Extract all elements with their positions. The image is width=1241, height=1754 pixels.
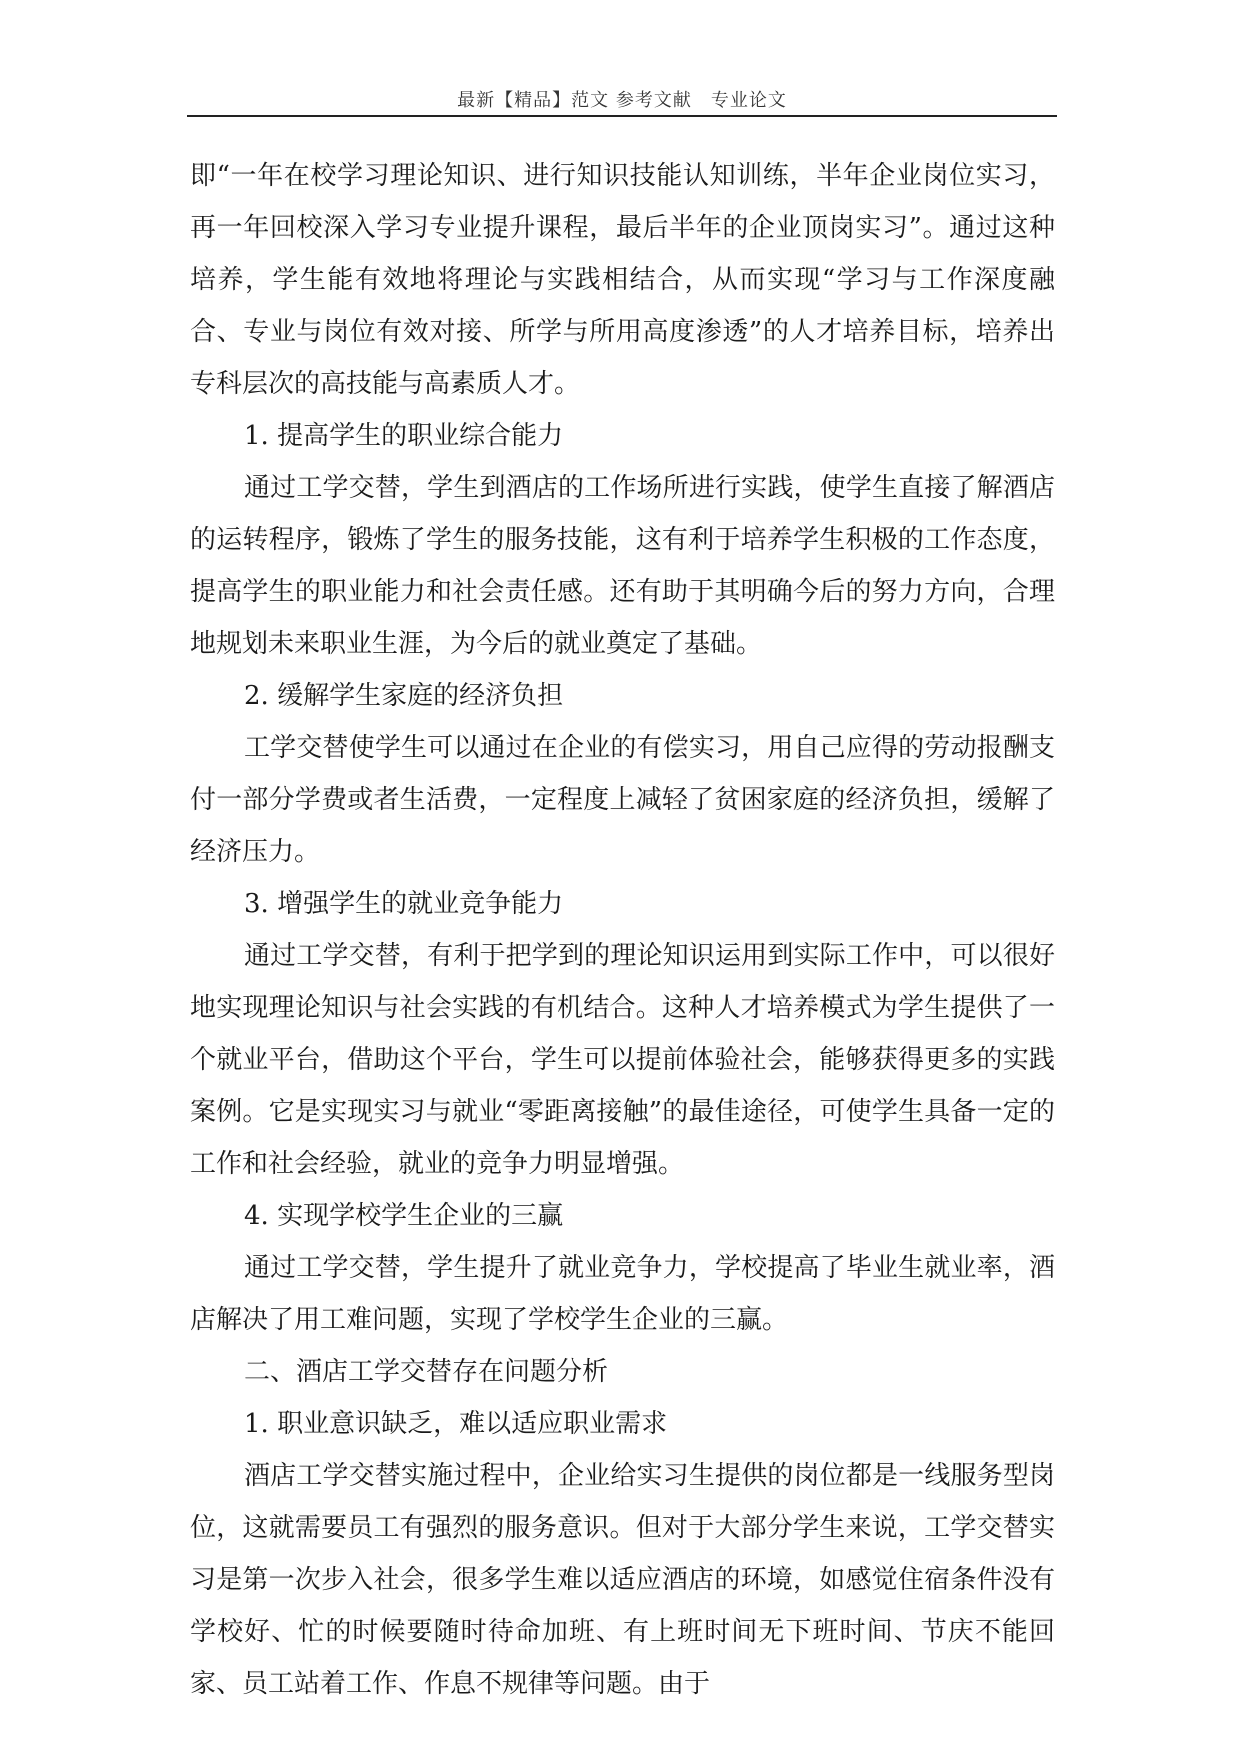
paragraph: 通过工学交替，有利于把学到的理论知识运用到实际工作中，可以很好地实现理论知识与社会实践的有机结合。这种人才培养模式为学生提供了一个就业平台，借助这个平台，学生可以提前体验社会，能够获得更多的实践案例。它是实现实习与就业“零距离接触”的最佳途径，可使学生具备一定的工作和社会经验，就业的竞争力明显增强。 [190,941,1055,1179]
chapter-heading: 二、酒店工学交替存在问题分析 [244,1357,609,1387]
paragraph: 即“一年在校学习理论知识、进行知识技能认知训练，半年企业岗位实习，再一年回校深入学习专业提升课程，最后半年的企业顶岗实习”。通过这种培养，学生能有效地将理论与实践相结合，从而实现“学习与工作深度融合、专业与岗位有效对接、所学与所用高度渗透”的人才培养目标，培养出专科层次的高技能与高素质人才。 [190,161,1055,399]
paragraph: 通过工学交替，学生提升了就业竞争力，学校提高了毕业生就业率，酒店解决了用工难问题，实现了学校学生企业的三赢。 [190,1253,1055,1335]
section-heading: 1. 提高学生的职业综合能力 [244,421,564,451]
section-heading: 3. 增强学生的就业竞争能力 [244,889,564,919]
section-heading: 1. 职业意识缺乏，难以适应职业需求 [244,1409,668,1439]
running-header: 最新【精品】范文 参考文献 专业论文 [457,90,787,111]
paragraph: 酒店工学交替实施过程中，企业给实习生提供的岗位都是一线服务型岗位，这就需要员工有强烈的服务意识。但对于大部分学生来说，工学交替实习是第一次步入社会，很多学生难以适应酒店的环境，如感觉住宿条件没有学校好、忙的时候要随时待命加班、有上班时间无下班时间、节庆不能回家、员工站着工作、作息不规律等问题。由于 [190,1461,1055,1699]
header-divider [187,115,1057,117]
section-heading: 2. 缓解学生家庭的经济负担 [244,681,564,711]
body-text [190,150,1055,1710]
section-heading: 4. 实现学校学生企业的三赢 [244,1201,564,1231]
paragraph: 通过工学交替，学生到酒店的工作场所进行实践，使学生直接了解酒店的运转程序，锻炼了学生的服务技能，这有利于培养学生积极的工作态度，提高学生的职业能力和社会责任感。还有助于其明确今后的努力方向，合理地规划未来职业生涯，为今后的就业奠定了基础。 [190,473,1055,659]
paragraph: 工学交替使学生可以通过在企业的有偿实习，用自己应得的劳动报酬支付一部分学费或者生活费，一定程度上减轻了贫困家庭的经济负担，缓解了经济压力。 [190,733,1055,867]
